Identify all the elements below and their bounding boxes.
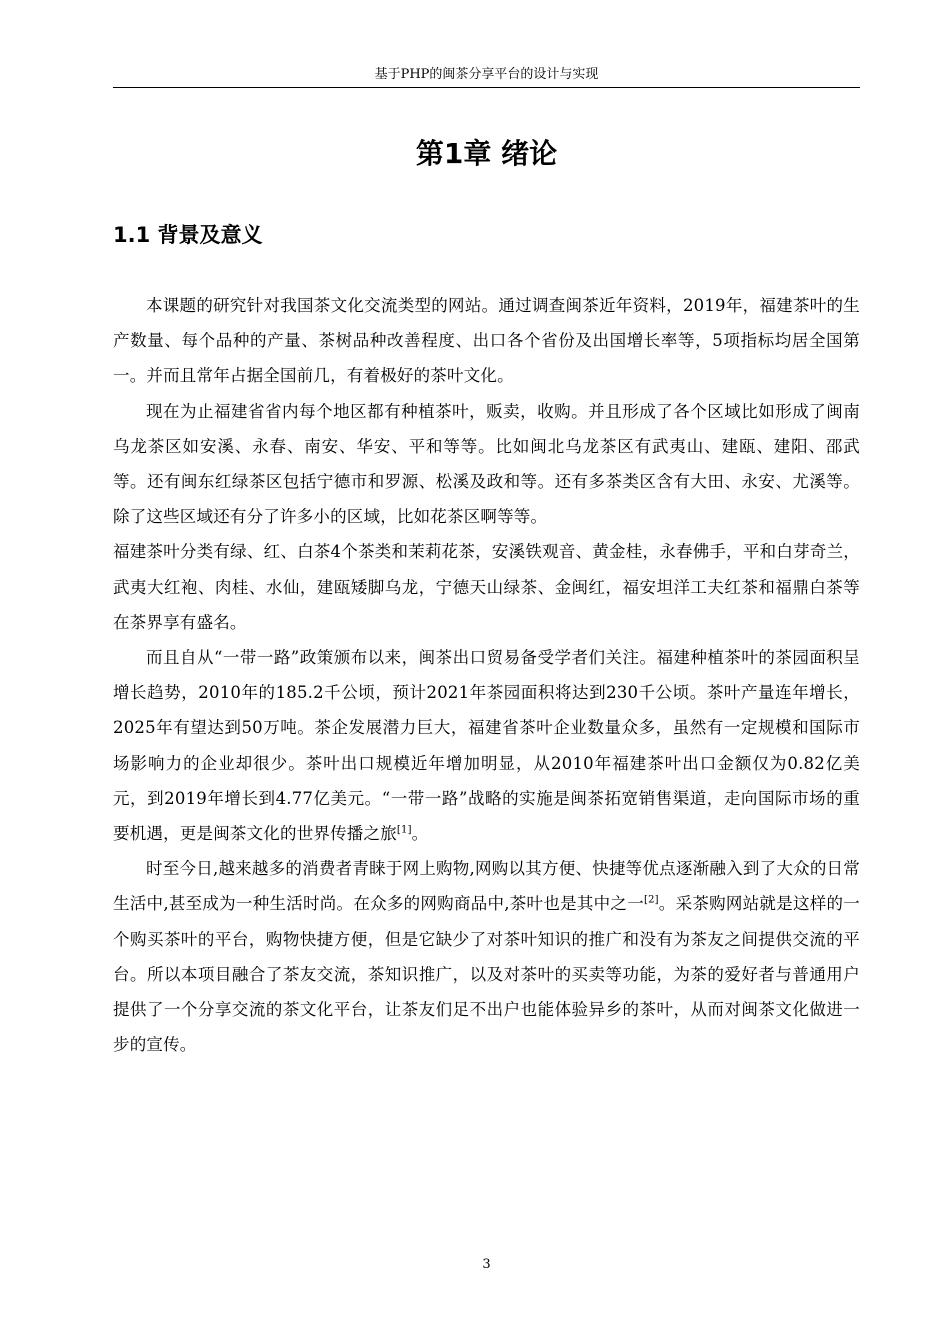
paragraph-2	[113, 394, 860, 535]
header-rule	[113, 87, 860, 88]
paragraph-5-tail: 。采茶购网站就是这样的一个购买茶叶的平台，购物快捷方便，但是它缺少了对茶叶知识的推广和没有为茶友之间提供交流的平台。所以本项目融合了茶友交流，茶知识推广，以及对茶叶的买卖等功能，为茶的爱好者与普通用户提供了一个分享交流的茶文化平台，让茶友们足不出户也能体验异乡的茶叶，从而对闽茶文化做进一步的宣传。	[113, 894, 860, 1055]
paragraph-4-tail: 。	[411, 824, 429, 844]
paragraph-2-text: 现在为止福建省省内每个地区都有种植茶叶，贩卖，收购。并且形成了各个区域比如形成了闽南乌龙茶区如安溪、永春、南安、华安、平和等等。比如闽北乌龙茶区有武夷山、建瓯、建阳、邵武等。还有闽东红绿茶区包括宁德市和罗源、松溪及政和等。还有多茶类区含有大田、永安、尤溪等。除了这些区域还有分了许多小的区域，比如花茶区啊等等。	[113, 401, 860, 527]
paragraph-5	[113, 851, 860, 1062]
paragraph-3-text: 福建茶叶分类有绿、红、白茶4个茶类和茉莉花茶，安溪铁观音、黄金桂，永春佛手，平和白芽奇兰，武夷大红袍、肉桂、水仙，建瓯矮脚乌龙，宁德天山绿茶、金闽红，福安坦洋工夫红茶和福鼎白茶等在茶界享有盛名。	[113, 542, 860, 632]
running-header: 基于PHP的闽茶分享平台的设计与实现	[374, 67, 599, 82]
citation-2: [2]	[643, 894, 659, 906]
paragraph-4-text: 而且自从“一带一路”政策颁布以来，闽茶出口贸易备受学者们关注。福建种植茶叶的茶园面积呈增长趋势，2010年的185.2千公顷，预计2021年茶园面积将达到230千公顷。茶叶产量连年增长，2025年有望达到50万吨。茶企发展潜力巨大，福建省茶叶企业数量众多，虽然有一定规模和国际市场影响力的企业却很少。茶叶出口规模近年增加明显，从2010年福建茶叶出口金额仅为0.82亿美元，到2019年增长到4.77亿美元。“一带一路”战略的实施是闽茶拓宽销售渠道，走向国际市场的重要机遇，更是闽茶文化的世界传播之旅	[113, 648, 860, 844]
paragraph-1	[113, 288, 860, 394]
paragraph-4	[113, 640, 860, 851]
body-text	[113, 288, 860, 1062]
page-number: 3	[482, 1257, 491, 1272]
section-title: 1.1 背景及意义	[113, 223, 263, 247]
chapter-title: 第1章 绪论	[415, 137, 558, 170]
paragraph-1-text: 本课题的研究针对我国茶文化交流类型的网站。通过调查闽茶近年资料，2019年，福建茶叶的生产数量、每个品种的产量、茶树品种改善程度、出口各个省份及出国增长率等，5项指标均居全国第一。并而且常年占据全国前几，有着极好的茶叶文化。	[113, 296, 860, 386]
paragraph-5-text: 时至今日,越来越多的消费者青睐于网上购物,网购以其方便、快捷等优点逐渐融入到了大众的日常生活中,甚至成为一种生活时尚。在众多的网购商品中,茶叶也是其中之一	[113, 859, 860, 914]
citation-1: [1]	[396, 824, 412, 836]
paragraph-3	[113, 534, 860, 640]
